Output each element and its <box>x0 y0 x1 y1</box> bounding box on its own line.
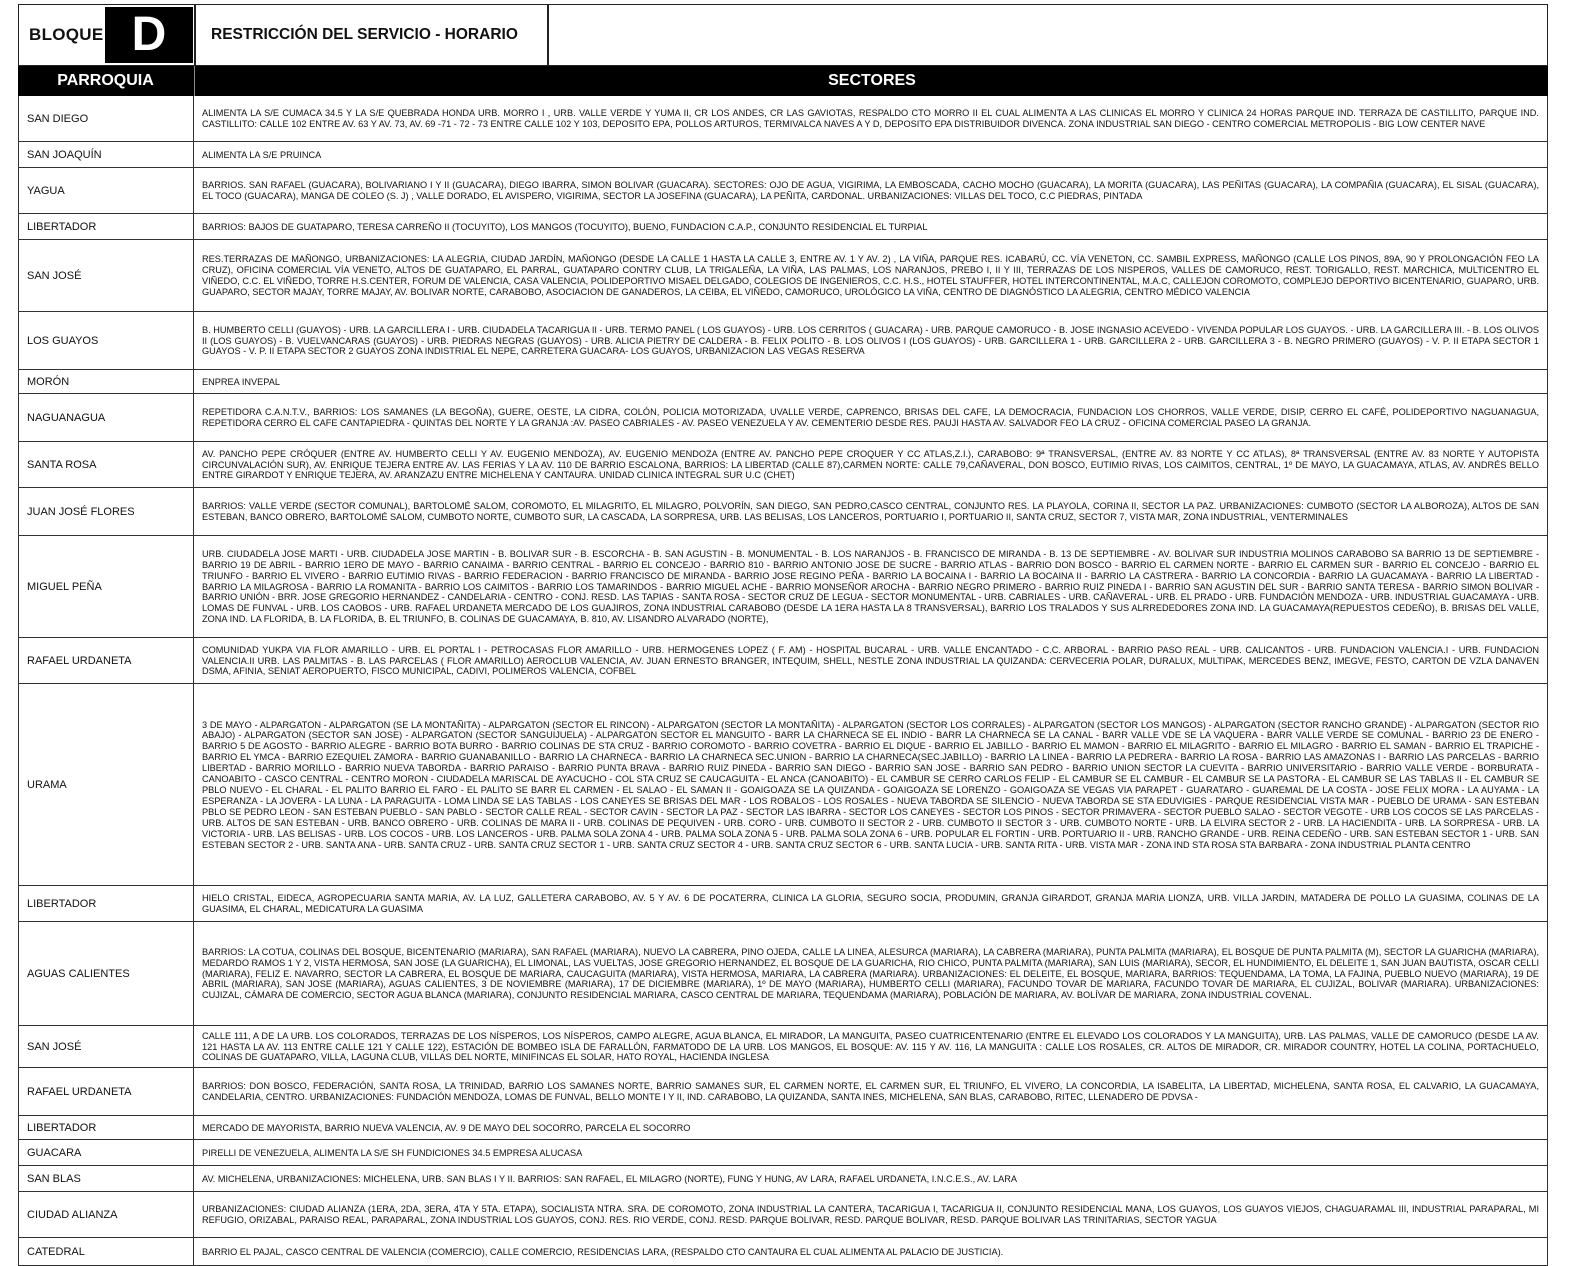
sectores-cell <box>194 1140 1547 1165</box>
parroquia-cell: AGUAS CALIENTES <box>19 922 194 1025</box>
sectores-cell <box>194 312 1547 369</box>
table-row <box>18 96 1548 142</box>
schedule-document <box>18 4 1548 1260</box>
table-row <box>18 1116 1548 1140</box>
sectores-cell <box>194 1192 1547 1237</box>
sectores-cell <box>194 142 1547 167</box>
parroquia-cell: URAMA <box>19 684 194 885</box>
sectores-cell <box>194 442 1547 487</box>
column-header-sectores: SECTORES <box>194 66 1549 96</box>
sectores-cell <box>194 488 1547 535</box>
table-row <box>18 1026 1548 1068</box>
parroquia-cell: RAFAEL URDANETA <box>19 1068 194 1115</box>
table-row <box>18 1140 1548 1166</box>
table-row <box>18 684 1548 886</box>
sectores-text: URB. CIUDADELA JOSE MARTI - URB. CIUDADELA JOSE MARTIN - B. BOLIVAR SUR - B. ESCORCHA - B. SAN AGUSTIN - B. MONUMENTAL - B. LOS NARANJOS - B. FRANCISCO DE MIRANDA - B. 13 DE SEPTIEMBRE - AV. BOLIVAR SUR INDUSTRIA MOLINOS CARABOBO SA BARRIO 13 DE SEPTIEMBRE - BARRIO 19 DE ABRIL - BARRIO 1ERO DE MAYO - BARRIO CANAIMA - BARRIO CENTRAL - BARRIO EL CONCEJO - BARRIO 810 - BARRIO ANTONIO JOSE DE SUCRE - BARRIO ATLAS - BARRIO DON BOSCO - BARRIO EL CARMEN NORTE - BARRIO EL CARMEN SUR - BARRIO EL CONCEJO - BARRIO EL TRIUNFO - BARRIO EL VIVERO - BARRIO EUTIMIO RIVAS - BARRIO FEDERACION - BARRIO FRANCISCO DE MIRANDA - BARRIO JOSE REGINO PEÑA - BARRIO LA BOCAINA I - BARRIO LA BOCAINA II - BARRIO LA CASTRERA - BARRIO LA CONCORDIA - BARRIO LA GUACAMAYA - BARRIO LA LIBERTAD - BARRIO LA MILAGROSA - BARRIO LA ROMANITA - BARRIO LOS CAIMITOS - BARRIO LOS TAMARINDOS - BARRIO MIGUEL ACHE - BARRIO MONSEÑOR AROCHA - BARRIO NEGRO PRIMERO - BARRIO RUIZ PINEDA I - BARRIO SAN AGUSTIN DEL SUR - BARRIO SANTA TERESA - BARRIO SIMON BOLIVAR - BARRIO UNIÓN - BRR. JOSE GREGORIO HERNANDEZ - CANDELARIA - CENTRO - CONJ. RESD. LAS TAPIAS - SANTA ROSA - SECTOR CRUZ DE LEGUA - SECTOR MONUMENTAL - URB. CABRIALES - URB. CAÑAVERAL - URB. EL PRADO - URB. FUNDACIÓN MENDOZA - URB. INDUSTRIAL GUACAMAYA - URB. LOMAS DE FUNVAL - URB. LOS CAOBOS - URB. RAFAEL URDANETA MERCADO DE LOS GUAJIROS, ZONA INDUSTRIAL CARABOBO (DESDE LA 1ERA HASTA LA 8 TRANSVERSAL), BARRIO LOS TRALADOS Y SUS ALRREDEDORES ZONA IND. LA GUACAMAYA(REPUESTOS CEDEÑO), B. BRISAS DEL VALLE, ZONA IND. LA FLORIDA, B. LA FLORIDA, B. EL TRIUNFO, B. COLINAS DE GUACAMAYA, B. 810, AV. LISANDRO ALVARADO (NORTE), <box>202 548 1539 625</box>
parroquia-cell: SAN JOSÉ <box>19 1026 194 1067</box>
sectores-cell <box>194 1238 1547 1265</box>
sectores-text: 3 DE MAYO - ALPARGATON - ALPARGATON (SE LA MONTAÑITA) - ALPARGATON (SECTOR EL RINCON) - ALPARGATON (SECTOR LA MONTAÑITA) - ALPARGATON (SECTOR LOS CORRALES) - ALPARGATON (SECTOR LOS MANGOS) - ALPARGATON (SECTOR RANCHO GRANDE) - ALPARGATON (SECTOR RIO ABAJO) - ALPARGATON (SECTOR SAN JOSE) - ALPARGATON (SECTOR SANGUIJUELA) - ALPARGATON SECTOR EL MANGUITO - BARR LA CHARNECA SE EL INDIO - BARR LA CHARNECA SE LA CANAL - BARR VALLE VDE SE LA VAQUERA - BARR VALLE VERDE SE COMUNAL - BARRIO 23 DE ENERO - BARRIO 5 DE AGOSTO - BARRIO ALEGRE - BARRIO BOTA BURRO - BARRIO COLINAS DE STA CRUZ - BARRIO COROMOTO - BARRIO COVETRA - BARRIO EL DIQUE - BARRIO EL JABILLO - BARRIO EL MAMON - BARRIO EL MILAGRITO - BARRIO EL MILAGRO - BARRIO EL SAMAN - BARRIO EL TRAPICHE - BARRIO EL YMCA - BARRIO EZEQUIEL ZAMORA - BARRIO GUANABANILLO - BARRIO LA CHARNECA - BARRIO LA CHARNECA SEC.UNION - BARRIO LA CHARNECA(SEC.JABILLO) - BARRIO LA LINEA - BARRIO LA PEDRERA - BARRIO LA ROSA - BARRIO LAS AMAZONAS I - BARRIO LAS PARCELAS - BARRIO LIBERTAD - BARRIO MORILLO - BARRIO NUEVA TABORDA - BARRIO PARAISO - BARRIO PUNTA BRAVA - BARRIO RUIZ PINEDA - BARRIO SAN DIEGO - BARRIO SAN JOSE - BARRIO SAN PEDRO - BARRIO UNION SECTOR LA CUEVITA - BARRIO UNIVERSITARIO - BARRIO VALLE VERDE - BORBURATA - CANOABITO - CASCO CENTRAL - CENTRO MORON - CIUDADELA MARISCAL DE AYACUCHO - COL STA CRUZ SE CAUCAGUITA - EL ANCA (CANOABITO) - EL CAMBUR SE CERRO CARLOS FELIP - EL CAMBUR SE EL CAMBUR - EL CAMBUR SE LA PASTORA - EL CAMBUR SE LAS TABLAS II - EL CAMBUR SE PBLO NUEVO - EL CHARAL - EL PALITO BARRIO EL FARO - EL PALITO SE BARR EL CARMEN - EL SALAO - EL SAMAN II - GOAIGOAZA SE LA QUIZANDA - GOAIGOAZA SE LORENZO - GOAIGOAZA SE VEGAS VIA PARAPET - GUARATARO - GUAREMAL DE LA COSTA - JOSE FELIX MORA - LA AUYAMA - LA ESPERANZA - LA JOVERA - LA LUNA - LA PARAGUITA - LOMA LINDA SE LAS TABLAS - LOS CANEYES SE BRISAS DEL MAR - LOS ROBALOS - LOS ROSALES - NUEVA TABORDA SE SILENCIO - NUEVA TABORDA SE STA EDUVIGIES - PARQUE RESIDENCIAL VISTA MAR - PUEBLO DE URAMA - SAN ESTEBAN PBLO SE PEDRO LEON - SAN ESTEBAN PUEBLO - SAN PABLO - SECTOR CALLE REAL - SECTOR CAVIN - SECTOR LA PAZ - SECTOR LAS IBARRA - SECTOR LOS CANEYES - SECTOR LOS PINOS - SECTOR PRIMAVERA - SECTOR PUEBLO SALAO - SECTOR VEGOTE - URB LOS COCOS SE LAS PARCELAS - URB. ALTOS DE SAN ESTEBAN - URB. BANCO OBRERO - URB. COLINAS DE MARA II - URB. COLINAS DE PEQUIVEN - URB. CORO - URB. CUMBOTO II SECTOR 2 - URB. CUMBOTO II SECTOR 3 - URB. CUMBOTO NORTE - URB. LA ELVIRA SECTOR 2 - URB. LA HACIENDITA - URB. LA SORPRESA - URB. LA VICTORIA - URB. LAS BELISAS - URB. LOS COCOS - URB. LOS LANCEROS - URB. PALMA SOLA ZONA 4 - URB. PALMA SOLA ZONA 5 - URB. PALMA SOLA ZONA 6 - URB. POPULAR EL FORTIN - URB. PORTUARIO II - URB. RANCHO GRANDE - URB. REINA CEDEÑO - URB. SAN ESTEBAN SECTOR 1 - URB. SAN ESTEBAN SECTOR 2 - URB. SANTA ANA - URB. SANTA CRUZ - URB. SANTA CRUZ SECTOR 1 - URB. SANTA CRUZ SECTOR 4 - URB. SANTA CRUZ SECTOR 6 - URB. SANTA LUCIA - URB. SANTA RITA - URB. VISTA MAR - ZONA IND STA ROSA STA BARBARA - ZONA INDUSTRIAL PLANTA CENTRO <box>202 719 1539 850</box>
sectores-cell <box>194 370 1547 393</box>
table-row <box>18 442 1548 488</box>
table-row <box>18 536 1548 638</box>
table-row <box>18 1238 1548 1266</box>
document-title: RESTRICCIÓN DEL SERVICIO - HORARIO <box>211 26 518 43</box>
sectores-text: BARRIOS. SAN RAFAEL (GUACARA), BOLIVARIANO I Y II (GUACARA), DIEGO IBARRA, SIMON BOLIVAR (GUACARA). SECTORES: OJO DE AGUA, VIGIRIMA, LA EMBOSCADA, CACHO MOCHO (GUACARA), LA MORITA (GUACARA), LAS PEÑITAS (GUACARA), LA COMPAÑIA (GUACARA), EL SISAL (GUACARA), EL TOCO (GUACARA), MANGA DE COLEO (S. J) , VALLE DORADO, EL AVISPERO, VIGIRIMA, SECTOR LA JOSEFINA (GUACARA), LA PEÑITA, CARDONAL. URBANIZACIONES: VILLAS DEL TOCO, C.C PIEDRAS, PINTADA <box>202 180 1539 201</box>
header-divider-2 <box>547 5 549 65</box>
parroquia-cell: SAN BLAS <box>19 1166 194 1191</box>
parroquia-cell: NAGUANAGUA <box>19 394 194 441</box>
sectores-text: RES.TERRAZAS DE MAÑONGO, URBANIZACIONES: LA ALEGRIA, CIUDAD JARDÍN, MAÑONGO (DESDE LA CALLE 1 HASTA LA CALLE 3, ENTRE AV. 1 Y AV. 2) , LA VIÑA, PARQUE RES. ICABARÚ, CC. VÍA VENETON, CC. SAMBIL EXPRESS, MAÑONGO (CALLE LOS PINOS, 89A, 90 Y PROLONGACIÓN FEO LA CRUZ), OFICINA COMERCIAL VÍA VENETO, ALTOS DE GUATAPARO, EL PARRAL, GUATAPARO CONTRY CLUB, LA TRIGALEÑA, LA VIÑA, LAS PALMAS, LOS NARANJOS, PREBO I, II Y III, TERRAZAS DE LOS NISPEROS, VALLES DE CAMORUCO, REST. TORIGALLO, REST. MARCHICA, MULTICENTRO EL VIÑEDO, C.C. EL VIÑEDO, TORRE H.S.CENTER, FORUM DE VALENCIA, CASA VALENCIA, POLIDEPORTIVO MISAEL DELGADO, COLEGIOS DE INGENIEROS, C.C. H.S., HOTEL STAUFFER, HOTEL INTERCONTINENTAL, M.A.C, CALLEJON COROMOTO, COMPLEJO DEPORTIVO BICENTENARIO, GUAPARO, URB. GUAPARO, SECTOR MAJAY, TORRE MAJAY, AV. BOLIVAR NORTE, CARABOBO, ASOCIACION DE GANADEROS, LA CEIBA, EL VIÑEDO, CAMORUCO, UROLÓGICO LA VIÑA, CENTRO DE DIAGNÓSTICO LA ALEGRIA, CENTRO MÉDICO VALENCIA <box>202 254 1539 297</box>
sectores-cell <box>194 394 1547 441</box>
parroquia-cell: GUACARA <box>19 1140 194 1165</box>
sectores-text: AV. PANCHO PEPE CRÓQUER (ENTRE AV. HUMBERTO CELLI Y AV. EUGENIO MENDOZA), AV. EUGENIO MENDOZA (ENTRE AV. PANCHO PEPE CROQUER Y CC ATLAS,Z.I.), CARABOBO: 9ª TRANSVERSAL, (ENTRE AV. 83 NORTE Y CC ATLAS), 8ª TRANSVERSAL (ENTRE AV. 83 NORTE Y AUTOPISTA CIRCUNVALACIÓN SUR), AV. ENRIQUE TEJERA ENTRE AV. LAS FERIAS Y LA AV. 110 DE BARRIO ESCALONA, BARRIOS: LA LIBERTAD (CALLE 87),CARMEN NORTE: CALLE 79,CAÑAVERAL, DON BOSCO, EUTIMIO RIVAS, LOS CAIMITOS, CENTRAL, 1º DE MAYO, LA GUACAMAYA, ATLAS, AV. ANDRÉS BELLO ENTRE GIRARDOT Y ENRIQUE TEJERA, AV. ARANZAZU ENTRE MICHELENA Y CANTAURA. UNIDAD CLINICA INTEGRAL SUR U.C (CHET) <box>202 448 1539 481</box>
sectores-text: BARRIO EL PAJAL, CASCO CENTRAL DE VALENCIA (COMERCIO), CALLE COMERCIO, RESIDENCIAS LARA, (RESPALDO CTO CANTAURA EL CUAL ALIMENTA AL PALACIO DE JUSTICIA). <box>202 1246 1004 1257</box>
sectores-text: BARRIOS: DON BOSCO, FEDERACIÓN, SANTA ROSA, LA TRINIDAD, BARRIO LOS SAMANES NORTE, BARRIO SAMANES SUR, EL CARMEN NORTE, EL CARMEN SUR, EL TRIUNFO, EL VIVERO, LA CONCORDIA, LA ISABELITA, LA LIBERTAD, MICHELENA, SANTA ROSA, EL CALVARIO, LA GUACAMAYA, CANDELARIA, CENTRO. URBANIZACIONES: FUNDACIÓN MENDOZA, LOMAS DE FUNVAL, BELLO MONTE I Y II, IND. CARABOBO, LA QUIZANDA, SANTA INES, MICHELENA, SAN BLAS, CARABOBO, RITEC, LLENADERO DE PDVSA - <box>202 1081 1539 1102</box>
parroquia-cell: YAGUA <box>19 168 194 213</box>
parroquia-cell: SAN JOAQUÍN <box>19 142 194 167</box>
sectores-cell <box>194 536 1547 637</box>
sectores-cell <box>194 1166 1547 1191</box>
parroquia-cell: SANTA ROSA <box>19 442 194 487</box>
table-row <box>18 394 1548 442</box>
table-row <box>18 1192 1548 1238</box>
sectores-cell <box>194 1116 1547 1139</box>
parroquia-cell: JUAN JOSÉ FLORES <box>19 488 194 535</box>
parroquia-cell: RAFAEL URDANETA <box>19 638 194 683</box>
sectores-text: URBANIZACIONES: CIUDAD ALIANZA (1ERA, 2DA, 3ERA, 4TA Y 5TA. ETAPA), SOCIALISTA NTRA. SRA. DE COROMOTO, ZONA INDUSTRIAL LA CANTERA, TACARIGUA I, TACARIGUA II, CONJUNTO RESIDENCIAL MANA, LOS GUAYOS, LOS GUAYOS VIEJOS, CHAGUARAMAL III, INDUSTRIAL PARAPARAL, MI REFUGIO, ORIZABAL, PARAISO REAL, PARAPARAL, ZONA INDUSTRIAL LOS GUAYOS, CONJ. RES. RIO VERDE, CONJ. RESD. PARQUE BOLIVAR, RESD. PARQUE BOLIVAR, RESD. PARQUE BOLIVAR LAS TRINITARIAS, SECTOR YAGUA <box>202 1204 1539 1225</box>
bloque-letter-badge: D <box>105 7 193 63</box>
sectores-cell <box>194 168 1547 213</box>
table-row <box>18 240 1548 312</box>
table-row <box>18 922 1548 1026</box>
sectores-cell <box>194 96 1547 141</box>
sectores-cell <box>194 1068 1547 1115</box>
parroquia-cell: CATEDRAL <box>19 1238 194 1265</box>
table-header-row <box>18 66 1548 96</box>
sectores-text: ENPREA INVEPAL <box>202 376 280 387</box>
table-row <box>18 168 1548 214</box>
table-row <box>18 488 1548 536</box>
sectores-text: ALIMENTA LA S/E PRUINCA <box>202 149 322 160</box>
sectores-text: BARRIOS: BAJOS DE GUATAPARO, TERESA CARREÑO II (TOCUYITO), LOS MANGOS (TOCUYITO), BUENO, FUNDACION C.A.P., CONJUNTO RESIDENCIAL EL TURPIAL <box>202 221 928 232</box>
sectores-text: HIELO CRISTAL, EIDECA, AGROPECUARIA SANTA MARIA, AV. LA LUZ, GALLETERA CARABOBO, AV. 5 Y AV. 6 DE POCATERRA, CLINICA LA GLORIA, SEGURO SOCIA, PRODUMIN, GRANJA GIRARDOT, GRANJA MARIA LIONZA, URB. VILLA JARDIN, MATADERA DE POLLO LA GUASIMA, COLINAS DE LA GUASIMA, EL CHARAL, MEDICATURA LA GUASIMA <box>202 893 1539 914</box>
column-header-parroquia: PARROQUIA <box>57 72 154 89</box>
table-row <box>18 370 1548 394</box>
bloque-label: BLOQUE <box>29 25 104 44</box>
parroquia-cell: LIBERTADOR <box>19 214 194 239</box>
parroquia-cell: LIBERTADOR <box>19 886 194 921</box>
parroquia-cell: SAN JOSÉ <box>19 240 194 311</box>
sectores-text: REPETIDORA C.A.N.T.V., BARRIOS: LOS SAMANES (LA BEGOÑA), GUERE, OESTE, LA CIDRA, COLÓN, POLICIA MOTORIZADA, UVALLE VERDE, CAPRENCO, BRISAS DEL CAFE, LA DEMOCRACIA, FUNDACION LOS CHORROS, VALLE VERDE, DISIP, CERRO EL CAFÉ, POLIDEPORTIVO NAGUANAGUA, REPETIDORA CERRO EL CAFE CANTAPIEDRA - QUINTAS DEL NORTE Y LA GRANJA :AV. PASEO CABRIALES - AV. PASEO VENEZUELA Y AV. CEMENTERIO DESDE RES. PAUJI HASTA AV. SALVADOR FEO LA CRUZ - OFICINA COMERCIAL PASEO LA GRANJA. <box>202 407 1539 428</box>
sectores-text: BARRIOS: LA COTUA, COLINAS DEL BOSQUE, BICENTENARIO (MARIARA), SAN RAFAEL (MARIARA), NUEVO LA CABRERA, PINO OJEDA, CALLE LA LINEA, ALESURCA (MARIARA), LA CABRERA (MARIARA), PUNTA PALMITA (MARIARA), EL BOSQUE DE PUNTA PALMITA (M), SECTOR LA GUARICHA (MARIARA), MEDARDO RAMOS 1 Y 2, VISTA HERMOSA, SAN JOSE (LA GUARICHA), EL LIMONAL, LAS VUELTAS, JOSE GREGORIO HERNANDEZ, EL BOSQUE DE LA GUARICHA, RIO CHICO, PUNTA PALMITA (MARIARA), SAN LUIS (MARIARA), SECOR, EL HUNDIMIENTO, EL DELEITE 1, SAN JUAN BAUTISTA, OSCAR CELLI (MARIARA), FELIZ E. NAVARRO, SECTOR LA CABRERA, EL BOSQUE DE MARIARA, CAUCAGUITA (MARIARA), VISTA HERMOSA, MARIARA, LA CABRERA (MARIARA). URBANIZACIONES: EL DELEITE, EL BOSQUE, MARIARA, BARRIOS: TEQUENDAMA, LA TOMA, LA FAJINA, PUEBLO NUEVO (MARIARA), 19 DE ABRIL (MARIARA), SAN JOSE (MARIARA), AGUAS CALIENTES, 3 DE NOVIEMBRE (MARIARA), 17 DE DICIEMBRE (MARIARA), 1º DE MAYO (MARIARA), HUMBERTO CELLI (MARIARA), FACUNDO TOVAR DE MARIARA, FACUNDO TOVAR DE MARIARA, EL CUJIZAL, BOLIVAR (MARIARA). URBANIZACIONES: CUJIZAL, CÁMARA DE COMERCIO, SECTOR AGUA BLANCA (MARIARA), CONJUNTO RESIDENCIAL MARIARA, CASCO CENTRAL DE MARIARA, TEQUENDAMA (MARIARA), POBLACIÓN DE MARIARA, AV. BOLÍVAR DE MARIARA, ZONA INDUSTRIAL COVENAL. <box>202 946 1539 1001</box>
parroquia-cell: CIUDAD ALIANZA <box>19 1192 194 1237</box>
header-divider <box>194 5 196 65</box>
sectores-cell <box>194 240 1547 311</box>
parroquia-cell: SAN DIEGO <box>19 96 194 141</box>
parroquia-cell: MORÓN <box>19 370 194 393</box>
sectores-cell <box>194 922 1547 1025</box>
sectores-cell <box>194 638 1547 683</box>
table-row <box>18 142 1548 168</box>
table-row <box>18 1068 1548 1116</box>
table-body <box>18 96 1548 1260</box>
table-row <box>18 1166 1548 1192</box>
sectores-text: PIRELLI DE VENEZUELA, ALIMENTA LA S/E SH FUNDICIONES 34.5 EMPRESA ALUCASA <box>202 1147 583 1158</box>
sectores-cell <box>194 886 1547 921</box>
sectores-text: BARRIOS: VALLE VERDE (SECTOR COMUNAL), BARTOLOMÉ SALOM, COROMOTO, EL MILAGRITO, EL MILAGRO, POLVORÍN, SAN DIEGO, SAN PEDRO,CASCO CENTRAL, CONJUNTO RES. LA PLAYOLA, CORINA II, SECTOR LA PAZ. URBANIZACIONES: CUMBOTO (SECTOR LA ALBOROZA), ALTOS DE SAN ESTEBAN, BANCO OBRERO, BARTOLOMÉ SALOM, CUMBOTO NORTE, CUMBOTO SUR, LA CASCADA, LA SORPRESA, URB. LAS BELISAS, LOS LANCEROS, PORTUARIO I, PORTUARIO II, SANTA CRUZ, SECTOR 7, VISTA MAR, ZONA INDUSTRIAL, VENTERMINALES <box>202 501 1539 522</box>
sectores-cell <box>194 214 1547 239</box>
sectores-text: B. HUMBERTO CELLI (GUAYOS) - URB. LA GARCILLERA I - URB. CIUDADELA TACARIGUA II - URB. TERMO PANEL ( LOS GUAYOS) - URB. LOS CERRITOS ( GUACARA) - URB. PARQUE CAMORUCO - B. JOSE INGNASIO ACEVEDO - VIVENDA POPULAR LOS GUAYOS. - URB. LA GARCILLERA III. - B. LOS OLIVOS II (LOS GUAYOS) - B. VUELVANCARAS (GUAYOS) - URB. PIEDRAS NEGRAS (GUAYOS) - URB. ALICIA PIETRY DE CALDERA - B. FELIX POLITO - B. LOS OLIVOS I (LOS GUAYOS) - URB. GARCILLERA 1 - URB. GARCILLERA 2 - URB. GARCILLERA 3 - B. NEGRO PRIMERO (GUAYOS) - V. P. II ETAPA SECTOR 1 GUAYOS - V. P. II ETAPA SECTOR 2 GUAYOS ZONA INDISTRIAL EL NEPE, CARRETERA GUACARA- LOS GUAYOS, URBANIZACION LAS VEGAS RESERVA <box>202 324 1539 357</box>
table-row <box>18 886 1548 922</box>
table-row <box>18 214 1548 240</box>
table-row <box>18 312 1548 370</box>
parroquia-cell: LOS GUAYOS <box>19 312 194 369</box>
sectores-text: CALLE 111, A DE LA URB. LOS COLORADOS, TERRAZAS DE LOS NÍSPEROS, LOS NÍSPEROS, CAMPO ALEGRE, AGUA BLANCA, EL MIRADOR, LA MANGUITA, PASEO CUATRICENTENARIO (ENTRE EL ELEVADO LOS COLORADOS Y LA MANGUITA), URB. LAS PALMAS, VALLE DE CAMORUCO (DESDE LA AV. 121 HASTA LA AV. 113 ENTRE CALLE 121 Y CALLE 122), ESTACIÓN DE BOMBEO ISLA DE FARALLÓN, FARMATODO DE LA URB. LOS MANGOS, EL BOSQUE: AV. 115 Y AV. 116, LA MANGUITA : CALLE LOS ROSALES, CR. ALTOS DE MIRADOR, CR. MIRADOR COUNTRY, HOTEL LA COLINA, PORTACHUELO, COLINAS DE GUATAPARO, VILLA, LAGUNA CLUB, VILLAS DEL NORTE, MINIFINCAS EL SOLAR, HATO ROYAL, HACIENDA INGLESA <box>202 1030 1539 1063</box>
parroquia-cell: MIGUEL PEÑA <box>19 536 194 637</box>
sectores-text: MERCADO DE MAYORISTA, BARRIO NUEVA VALENCIA, AV. 9 DE MAYO DEL SOCORRO, PARCELA EL SOCORRO <box>202 1122 691 1133</box>
parroquia-cell: LIBERTADOR <box>19 1116 194 1139</box>
sectores-text: AV. MICHELENA, URBANIZACIONES: MICHELENA, URB. SAN BLAS I Y II. BARRIOS: SAN RAFAEL, EL MILAGRO (NORTE), FUNG Y HUNG, AV LARA, RAFAEL URDANETA, I.N.C.E.S., AV. LARA <box>202 1173 1018 1184</box>
table-row <box>18 638 1548 684</box>
sectores-cell <box>194 1026 1547 1067</box>
document-header <box>18 4 1548 66</box>
sectores-text: COMUNIDAD YUKPA VIA FLOR AMARILLO - URB. EL PORTAL I - PETROCASAS FLOR AMARILLO - URB. HERMOGENES LOPEZ ( F. AM) - HOSPITAL BUCARAL - URB. VALLE ENCANTADO - C.C. ARBORAL - BARRIO PASO REAL - URB. CALICANTOS - URB. FUNDACION VALENCIA.I - URB. FUNDACION VALENCIA.II URB. LAS PALMITAS - B. LAS PARCELAS ( FLOR AMARILLO) AEROCLUB VALENCIA, AV. JUAN ERNESTO BRANGER, INTEQUIM, SHELL, NESTLE ZONA INDUSTRIAL LA QUIZANDA: CERVECERIA POLAR, DURALUX, MULTIPAK, MERCEDES BENZ, IMEGVE, FESTO, CARTON DE VZLA DANAVEN DSMA, AFINIA, SENIAT AEROPUERTO, FISCO MUNICIPAL, CADIVI, POLIMEROS VALENCIA, COFBEL <box>202 644 1539 677</box>
sectores-cell <box>194 684 1547 885</box>
sectores-text: ALIMENTA LA S/E CUMACA 34.5 Y LA S/E QUEBRADA HONDA URB. MORRO I , URB. VALLE VERDE Y YUMA II, CR LOS ANDES, CR LAS GAVIOTAS, RESPALDO CTO MORRO II EL CUAL ALIMENTA A LAS CLINICAS EL MORRO Y CLINICA 24 HORAS PARQUE IND. TERRAZA DE CASTILLITO, PARQUE IND. CASTILLITO: CALLE 102 ENTRE AV. 63 Y AV. 73, AV. 69 -71 - 72 - 73 ENTRE CALLE 102 Y 103, DEPOSITO EPA, POLLOS ARTUROS, TERMIVALCA NAVES A Y D, DEPOSITO EPA DISTRIBUIDOR DIVENCA. ZONA INDUSTRIAL SAN DIEGO - CENTRO COMERCIAL METROPOLIS - BIG LOW CENTER NAVE <box>202 108 1539 129</box>
